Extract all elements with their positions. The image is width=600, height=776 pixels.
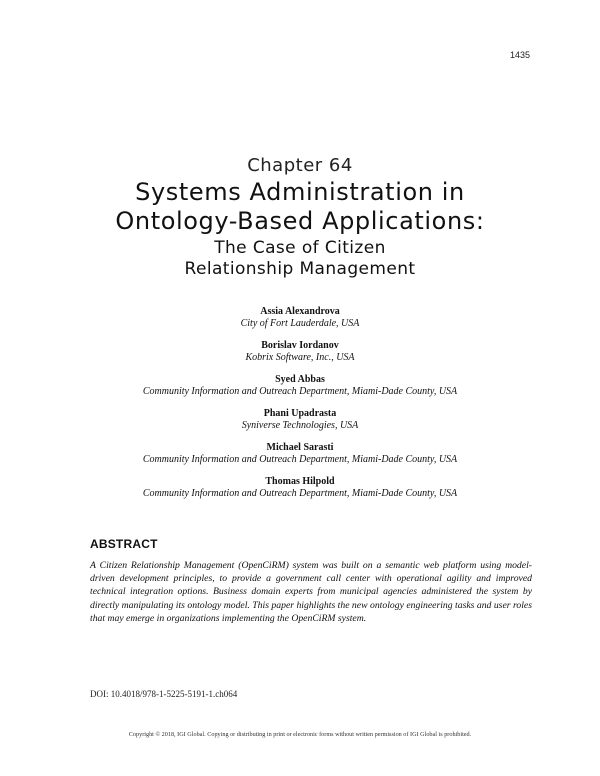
author-name: Borislav Iordanov xyxy=(261,340,339,351)
author-name: Michael Sarasti xyxy=(266,442,334,453)
author-affiliation: Community Information and Outreach Department, Miami-Dade County, USA xyxy=(142,488,458,499)
author-entry xyxy=(0,442,600,466)
author-affiliation: Community Information and Outreach Department, Miami-Dade County, USA xyxy=(142,386,458,397)
page-number: 1435 xyxy=(509,50,530,60)
author-entry xyxy=(0,374,600,398)
abstract-body: A Citizen Relationship Management (OpenCiRM) system was built on a semantic web platform using model-driven development principles, to provide a government call center with operational agility and improved technical integration options. Business domain experts from municipal agencies administered the system by directly manipulating its ontology model. This paper highlights the new ontology engineering tasks and user roles that may emerge in organizations implementing the OpenCiRM system. xyxy=(90,560,532,624)
author-name: Syed Abbas xyxy=(275,374,325,385)
chapter-subtitle-line: Relationship Management xyxy=(184,259,416,279)
abstract-heading: ABSTRACT xyxy=(90,537,158,551)
chapter-subtitle xyxy=(0,238,600,280)
doi-line: DOI: 10.4018/978-1-5225-5191-1.ch064 xyxy=(90,689,238,699)
chapter-subtitle-line: The Case of Citizen xyxy=(214,238,386,258)
author-name: Phani Upadrasta xyxy=(263,408,337,419)
author-entry xyxy=(0,408,600,432)
author-entry xyxy=(0,340,600,364)
author-affiliation: Syniverse Technologies, USA xyxy=(241,420,359,431)
author-affiliation: Community Information and Outreach Department, Miami-Dade County, USA xyxy=(142,454,458,465)
author-entry xyxy=(0,476,600,500)
author-name: Thomas Hilpold xyxy=(265,476,335,487)
chapter-title-line: Systems Administration in xyxy=(135,178,465,206)
author-entry xyxy=(0,306,600,330)
author-affiliation: City of Fort Lauderdale, USA xyxy=(240,318,360,329)
copyright-notice: Copyright © 2018, IGI Global. Copying or distributing in print or electronic forms without written permission of IGI Global is prohibited. xyxy=(128,731,472,738)
author-name: Assia Alexandrova xyxy=(260,306,340,317)
chapter-title xyxy=(0,178,600,236)
chapter-label: Chapter 64 xyxy=(247,155,353,176)
author-list xyxy=(0,306,600,510)
author-affiliation: Kobrix Software, Inc., USA xyxy=(245,352,355,363)
chapter-title-line: Ontology-Based Applications: xyxy=(115,207,485,235)
